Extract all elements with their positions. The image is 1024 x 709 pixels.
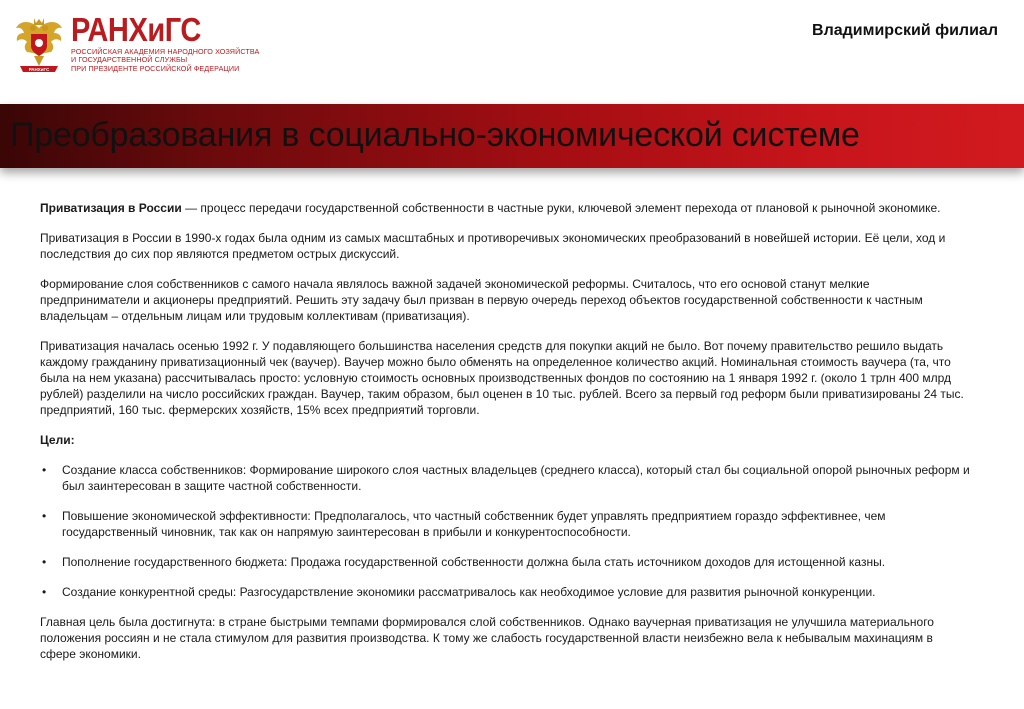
slide-content (40, 200, 970, 676)
conclusion-paragraph: Главная цель была достигнута: в стране быстрыми темпами формировался слой собственников. Однако ваучерная приватизация не улучшила материального положения россиян и не стала стимулом для развития производства. К тому же слабость государственной власти неизбежно вела к небывалым махинациям в сфере экономики. (40, 615, 934, 661)
list-item (40, 508, 970, 540)
goal-text: Пополнение государственного бюджета: Продажа государственной собственности должна была стать источником доходов для истощенной казны. (62, 555, 886, 569)
bullet-icon: • (42, 585, 47, 599)
list-item (40, 554, 970, 570)
paragraph: Приватизация в России в 1990-х годах была одним из самых масштабных и противоречивых экономических преобразований в новейшей истории. Её цели, ход и последствия до сих пор являются предметом острых дискуссий. (40, 231, 946, 261)
ranepa-logo[interactable] (14, 11, 260, 82)
double-headed-eagle-emblem-icon (14, 14, 64, 76)
list-item (40, 462, 970, 494)
intro-text: — процесс передачи государственной собственности в частные руки, ключевой элемент перехода от плановой к рыночной экономике. (181, 201, 941, 215)
logo-subtitle-line: РОССИЙСКАЯ АКАДЕМИЯ НАРОДНОГО ХОЗЯЙСТВА (71, 47, 260, 56)
intro-term: Приватизация в России (40, 201, 182, 215)
paragraph: Приватизация началась осенью 1992 г. У подавляющего большинства населения средств для покупки акций не было. Вот почему правительство решило выдать каждому гражданину приватизационный чек (ваучер). Ваучер можно было обменять на определенное количество акций. Номинальная стоимость ваучера (та, что была на нем указана) рассчитывалась просто: условную стоимость основных производственных фондов по состоянию на 1 января 1992 г. (около 1 трлн 400 млрд рублей) разделили на число российских граждан. Ваучер, таким образом, был оценен в 10 тыс. рублей. Всего за первый год реформ были приватизированы 24 тыс. предприятий, 160 тыс. фермерских хозяйств, 15% всех предприятий торговли. (40, 339, 964, 417)
goal-text: Создание конкурентной среды: Разгосударствление экономики рассматривалось как необходимое условие для развития рыночной конкуренции. (62, 585, 876, 599)
goals-list (40, 462, 970, 600)
bullet-icon: • (42, 463, 47, 477)
logo-text (71, 11, 260, 73)
goals-title: Цели: (40, 433, 75, 447)
bullet-icon: • (42, 555, 47, 569)
goal-text: Создание класса собственников: Формирование широкого слоя частных владельцев (среднего класса), который стал бы социальной опорой рыночных реформ и был заинтересован в защите частной собственности. (62, 463, 970, 493)
logo-subtitle-line: И ГОСУДАРСТВЕННОЙ СЛУЖБЫ (71, 55, 188, 65)
header (0, 0, 1024, 100)
intro-paragraph (40, 200, 970, 216)
logo-subtitle (71, 47, 260, 73)
emblem-ribbon-text: РАНХиГС (28, 67, 50, 72)
logo-name: РАНХиГС (71, 11, 201, 48)
title-banner (0, 104, 1024, 168)
paragraph: Формирование слоя собственников с самого начала являлось важной задачей экономической реформы. Считалось, что его основой станут мелкие предприниматели и акционеры предприятий. Решить эту задачу был призван в первую очередь переход объектов государственной собственности к частным владельцам – отдельным лицам или трудовым коллективам (приватизация). (40, 277, 923, 323)
logo-subtitle-line: ПРИ ПРЕЗИДЕНТЕ РОССИЙСКОЙ ФЕДЕРАЦИИ (71, 63, 240, 73)
goal-text: Повышение экономической эффективности: Предполагалось, что частный собственник будет управлять предприятием гораздо эффективнее, чем государственный чиновник, так как он напрямую заинтересован в прибыли и конкурентоспособности. (62, 509, 886, 539)
list-item (40, 584, 970, 600)
slide-title: Преобразования в социально-экономической системе (10, 116, 860, 154)
branch-name: Владимирский филиал (812, 22, 998, 39)
bullet-icon: • (42, 509, 47, 523)
